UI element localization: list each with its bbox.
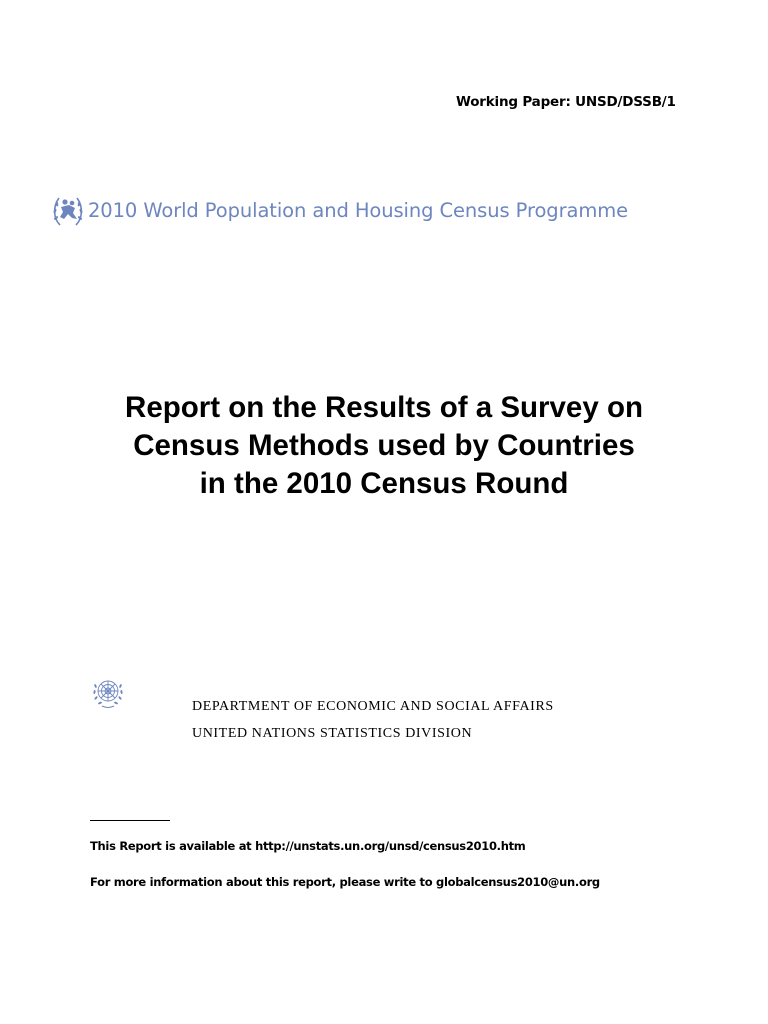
division-name: UNITED NATIONS STATISTICS DIVISION xyxy=(192,726,473,741)
footnote-divider xyxy=(90,820,170,821)
contact-note: For more information about this report, please write to globalcensus2010@un.org xyxy=(90,875,600,889)
programme-title: 2010 World Population and Housing Census Programme xyxy=(88,198,629,222)
working-paper-id: Working Paper: UNSD/DSSB/1 xyxy=(456,94,676,110)
availability-note: This Report is available at http://unstats.un.org/unsd/census2010.htm xyxy=(90,839,526,853)
programme-banner xyxy=(50,190,628,230)
department-name: DEPARTMENT OF ECONOMIC AND SOCIAL AFFAIRS xyxy=(192,699,554,714)
census-programme-emblem-icon xyxy=(50,191,86,229)
report-title-line: Census Methods used by Countries xyxy=(133,429,635,462)
report-title xyxy=(0,389,768,503)
publisher-block xyxy=(192,693,554,747)
report-title-line: Report on the Results of a Survey on xyxy=(125,391,643,424)
report-title-line: in the 2010 Census Round xyxy=(199,467,569,500)
united-nations-emblem-icon xyxy=(91,676,125,710)
